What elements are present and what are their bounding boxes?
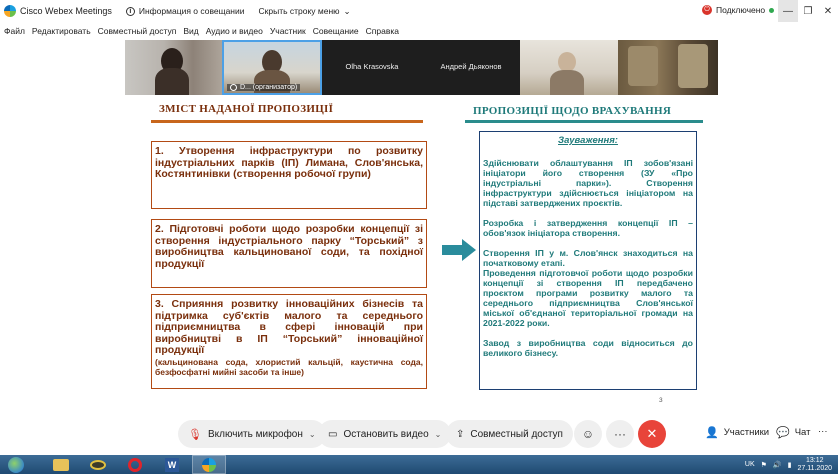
menu-audio-video[interactable]: Аудио и видео <box>205 26 263 36</box>
chevron-down-icon[interactable]: ⌄ <box>308 429 316 439</box>
menu-edit[interactable]: Редактировать <box>31 26 91 36</box>
webex-logo-icon <box>4 5 16 17</box>
proposal-1-text: 1. Утворення інфраструктури по розвитку індустріальних парків (ІП) Лимана, Слов'янська, Костянтинівки (створення робочої групи) <box>155 145 423 180</box>
microphone-muted-icon: 🎙 <box>188 428 202 441</box>
chevron-down-icon: ⌄ <box>343 5 351 16</box>
video-tile-participant-1[interactable] <box>125 40 222 95</box>
app-name: Cisco Webex Meetings <box>20 6 112 16</box>
hide-menu-button[interactable] <box>259 6 351 17</box>
meeting-info-label: Информация о совещании <box>138 6 245 16</box>
menu-help[interactable]: Справка <box>365 26 399 36</box>
proposal-2-text: 2. Підготовчі роботи щодо розробки концепції зі створення індустріального парку “Торський” з виробництва кальцинованої соди, та похідної продукції <box>155 223 423 270</box>
video-tile-olha-krasovska[interactable] <box>322 40 422 95</box>
proposal-3-text: 3. Сприяння розвитку інноваційних бізнесів та підтримка суб'єктів малого та середнього підприємництва в сфері інновацій при виробництві в ІП “Торський” інноваційної продукції <box>155 298 423 356</box>
right-title-divider <box>465 120 703 123</box>
tray-flag-icon[interactable]: ⚑ <box>760 461 767 469</box>
clock[interactable] <box>797 457 832 473</box>
share-button[interactable] <box>446 420 573 448</box>
video-tile-andrey-dyakonov[interactable] <box>422 40 520 95</box>
host-label <box>227 84 300 91</box>
person-icon: 👤 <box>705 427 719 439</box>
clock-date: 27.11.2020 <box>797 464 832 472</box>
remarks-box <box>479 131 697 390</box>
participant-body <box>550 70 584 95</box>
share-label: Совместный доступ <box>470 428 563 440</box>
participants-label: Участники <box>723 427 770 438</box>
remark-3: Створення ІП у м. Слов'янск знаходиться на початковому етапі. <box>483 248 693 268</box>
remark-2: Розробка і затвердження концепції ІП – обов'язок ініціатора створення. <box>483 218 693 238</box>
menu-bar <box>0 22 838 40</box>
video-camera-icon: ▭ <box>328 428 338 440</box>
meeting-control-bar <box>0 410 838 455</box>
left-title-divider <box>151 120 423 123</box>
app-title <box>0 5 112 17</box>
chevron-down-icon[interactable]: ⌄ <box>434 429 442 439</box>
more-options-button[interactable] <box>606 420 634 448</box>
video-tile-participant-6[interactable] <box>618 40 718 95</box>
overflow-menu-button[interactable] <box>818 426 828 437</box>
hide-menu-label: Скрыть строку меню <box>258 6 340 16</box>
connection-status[interactable] <box>702 5 774 15</box>
word-icon: W <box>165 458 179 472</box>
close-button[interactable]: ✕ <box>823 5 833 17</box>
end-meeting-button[interactable] <box>638 420 666 448</box>
reactions-button[interactable] <box>574 420 602 448</box>
webex-icon <box>202 458 216 472</box>
more-icon: ··· <box>818 426 828 437</box>
menu-share[interactable]: Совместный доступ <box>97 26 177 36</box>
bookshelf-shape <box>628 46 658 86</box>
video-tile-participant-5[interactable] <box>520 40 618 95</box>
language-indicator[interactable]: UK <box>744 461 755 468</box>
participants-button[interactable] <box>705 426 769 439</box>
audio-icon <box>230 84 237 91</box>
menu-meeting[interactable]: Совещание <box>312 26 359 36</box>
network-icon[interactable]: ▮ <box>787 461 792 469</box>
smiley-icon: ☺ <box>581 427 595 441</box>
connection-icon: ⏻ <box>702 5 712 15</box>
title-bar <box>0 0 838 22</box>
chat-button[interactable] <box>776 426 810 439</box>
meeting-info-button[interactable] <box>126 6 245 16</box>
system-tray <box>745 455 832 474</box>
menu-file[interactable]: Файл <box>4 26 25 36</box>
proposal-box-3 <box>151 294 427 389</box>
participant-body <box>155 68 189 95</box>
clock-time: 13:12 <box>805 456 824 464</box>
video-strip <box>0 40 838 95</box>
opera-icon <box>128 458 142 472</box>
shared-slide <box>137 95 707 410</box>
left-column-title: ЗМІСТ НАДАНОЇ ПРОПОЗИЦІЇ <box>159 103 334 115</box>
close-icon: ✕ <box>646 426 658 441</box>
folder-icon <box>53 459 69 471</box>
participant-name: Olha Krasovska <box>345 62 399 71</box>
bookshelf-shape <box>678 44 708 88</box>
share-icon: ⇪ <box>456 428 465 440</box>
participant-silhouette <box>558 52 576 72</box>
video-tile-host[interactable] <box>222 40 322 95</box>
slide-page-number: 3 <box>659 397 663 404</box>
restore-button[interactable]: ❐ <box>803 5 813 17</box>
chat-bubble-icon: 💬 <box>776 427 790 439</box>
menu-participant[interactable]: Участник <box>269 26 306 36</box>
proposal-box-1 <box>151 141 427 209</box>
taskbar-explorer[interactable] <box>44 455 78 474</box>
windows-taskbar <box>0 455 838 474</box>
right-column-title: ПРОПОЗИЦІЇ ЩОДО ВРАХУВАННЯ <box>473 105 672 117</box>
remark-1: Здійснювати облаштування ІП зобов'язані ініціатори його створення (ЗУ «Про індустріальні парки»). Створення інфраструктури здійснюється ініціатором на підставі затверджених проєктів. <box>483 158 693 208</box>
more-icon: ··· <box>614 427 626 441</box>
taskbar-opera[interactable] <box>118 455 152 474</box>
eye-icon <box>90 460 106 470</box>
participant-name: Андрей Дьяконов <box>440 62 502 71</box>
mute-button[interactable] <box>178 420 326 448</box>
remarks-title: Зауваження: <box>558 135 618 146</box>
minimize-button[interactable]: — <box>778 0 798 22</box>
mute-label: Включить микрофон <box>207 428 303 440</box>
video-label: Остановить видео <box>343 428 429 440</box>
host-name: D... (организатор) <box>240 84 298 91</box>
arrow-right-icon <box>442 239 476 261</box>
status-dot-icon <box>769 8 774 13</box>
menu-view[interactable]: Вид <box>183 26 199 36</box>
remark-5: Завод з виробництва соди відноситься до великого бізнесу. <box>483 338 693 358</box>
proposal-box-2 <box>151 219 427 288</box>
taskbar-word[interactable] <box>155 455 189 474</box>
taskbar-app-eye[interactable] <box>81 455 115 474</box>
video-button[interactable] <box>318 420 451 448</box>
connection-status-label: Подключено <box>716 5 766 15</box>
proposal-3-note: (кальцинована сода, хлористий кальцій, каустична сода, безфосфатні мийні засоби та інше) <box>155 356 423 377</box>
host-body <box>254 70 290 95</box>
start-button[interactable] <box>8 457 24 473</box>
window-controls <box>778 0 838 22</box>
info-icon: i <box>126 7 135 16</box>
remark-4: Проведення підготовчої роботи щодо розробки концепції зі створення ІП передбачено проєктом програми розвитку малого та середнього підприємництва Слов'янської міської об'єднаної територіальної громади на 2021-2022 роки. <box>483 268 693 328</box>
taskbar-webex[interactable] <box>192 455 226 474</box>
chat-label: Чат <box>794 427 811 438</box>
volume-icon[interactable]: 🔊 <box>772 461 782 469</box>
